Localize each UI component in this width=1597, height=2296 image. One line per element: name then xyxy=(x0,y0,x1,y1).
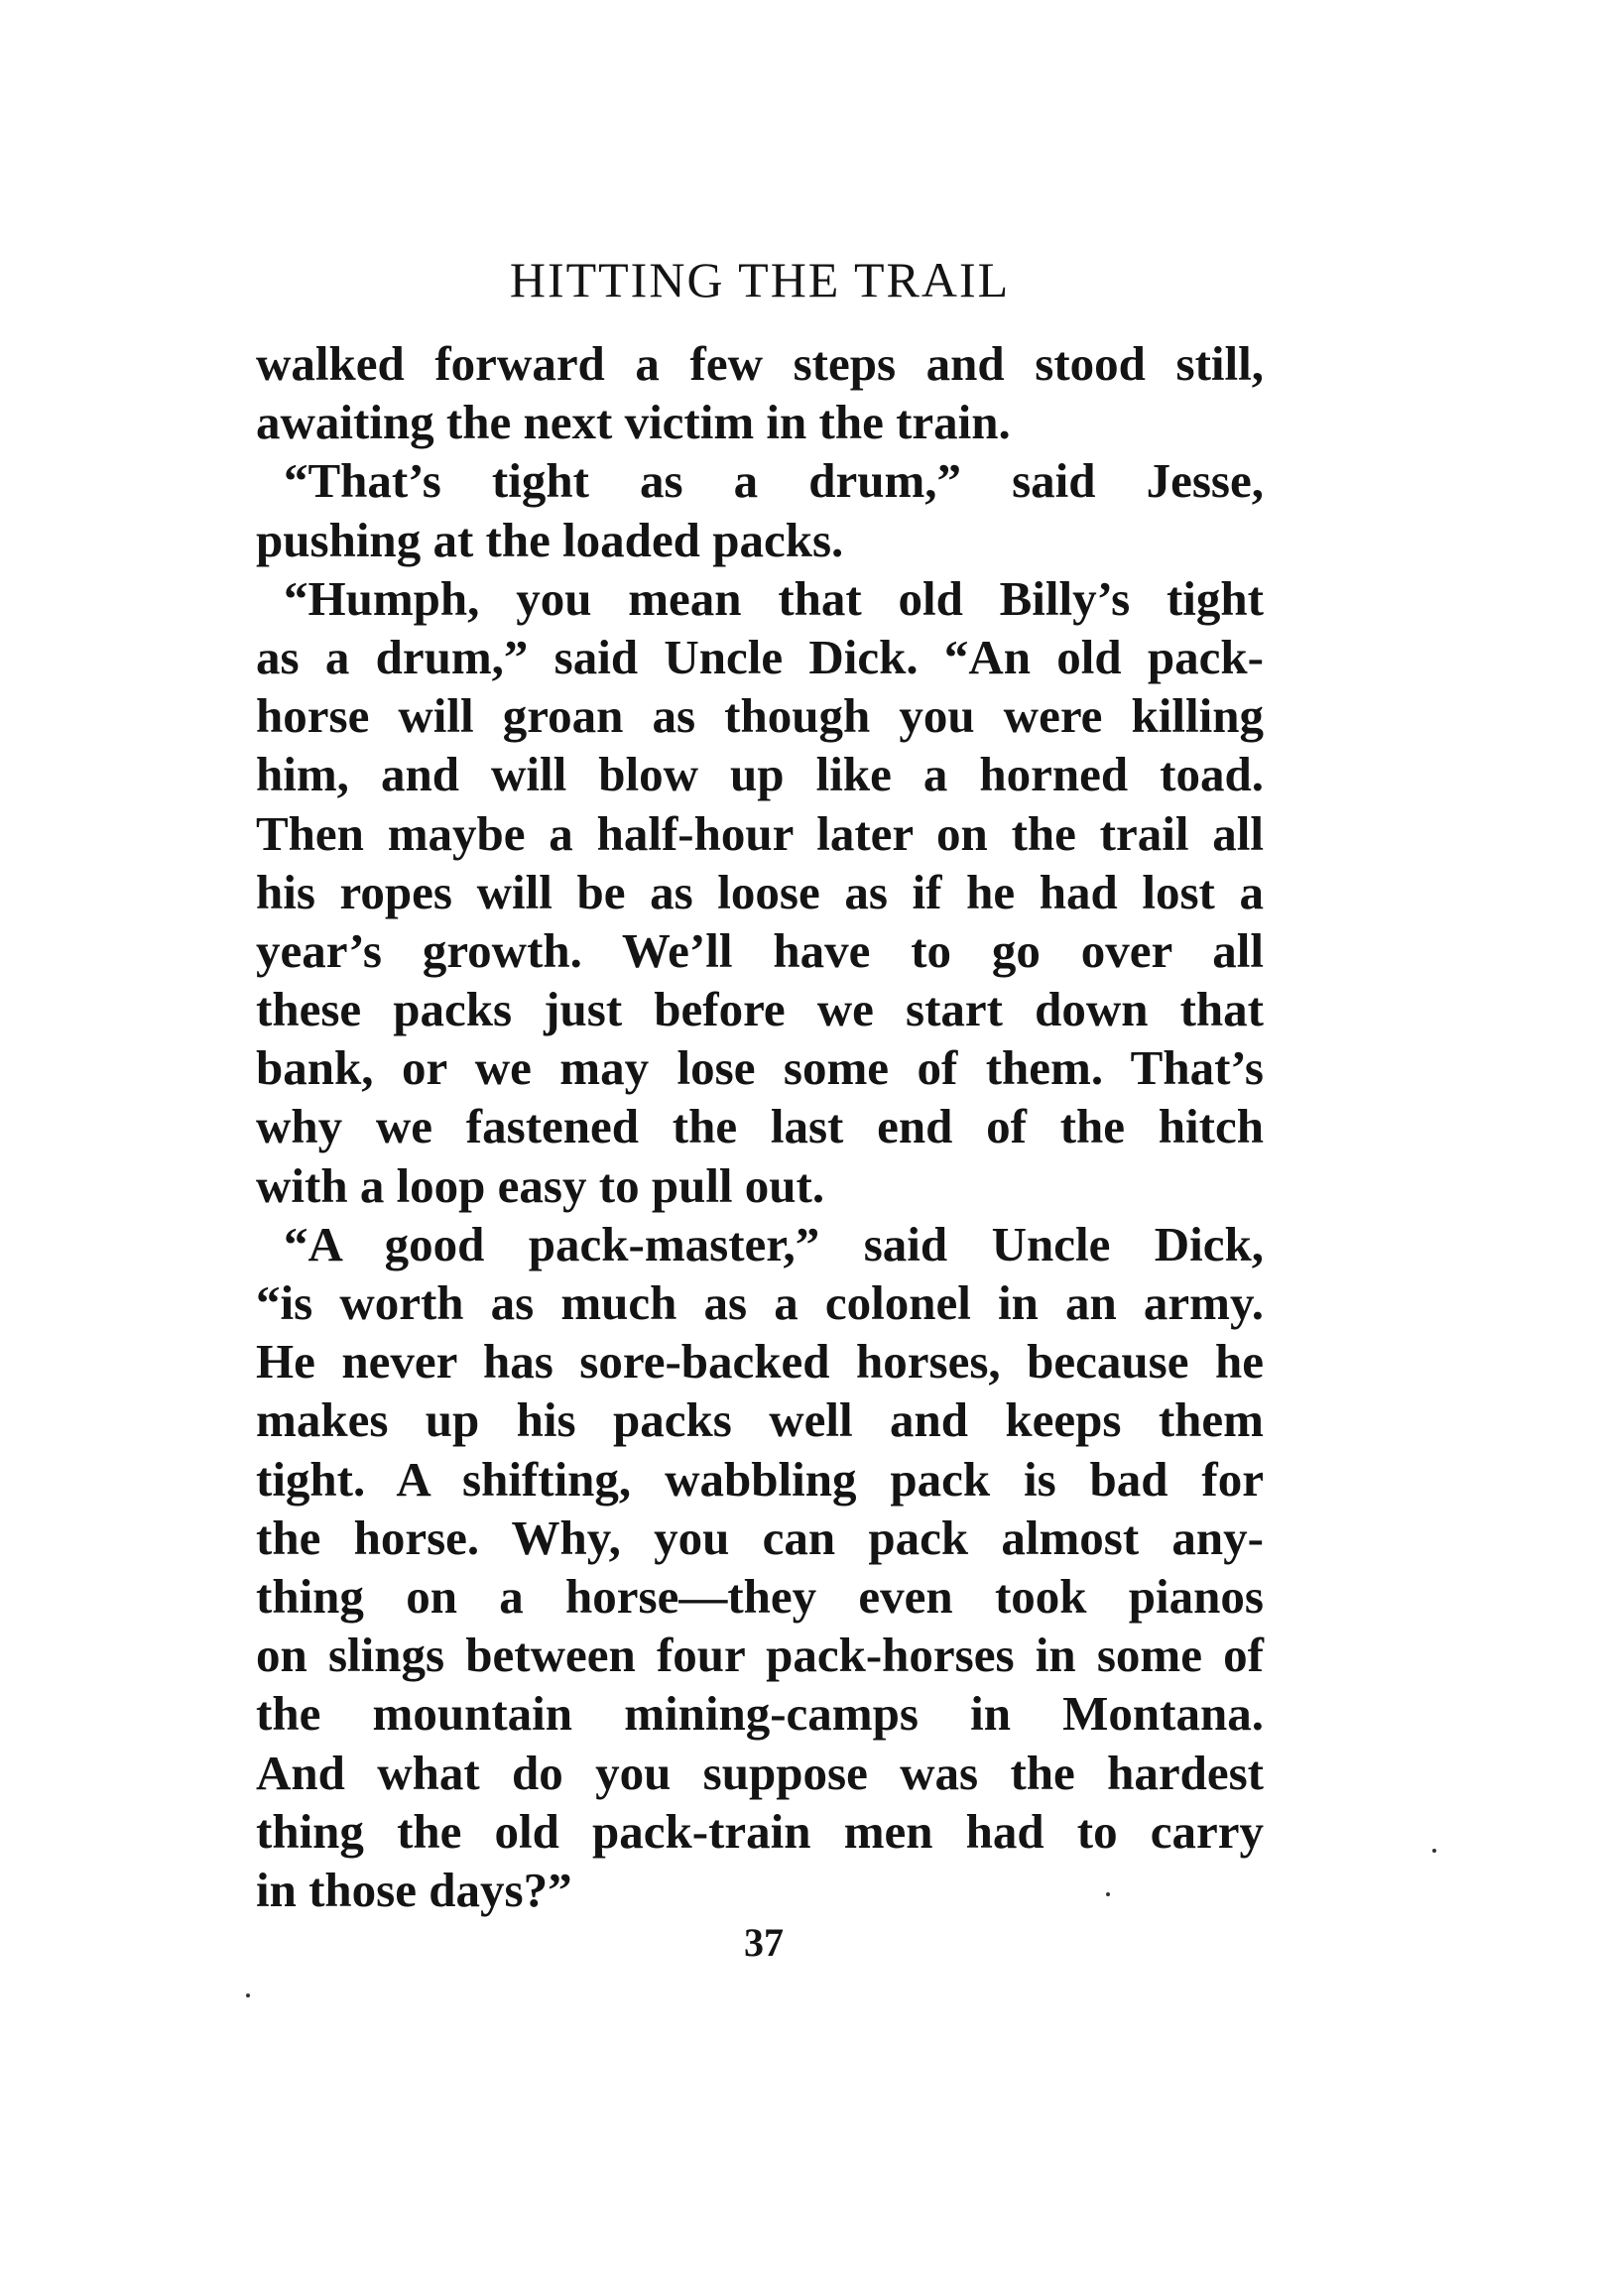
text-line: him, and will blow up like a horned toad. xyxy=(256,747,1264,802)
print-speck xyxy=(246,1994,250,1997)
text-line: as a drum,” said Uncle Dick. “An old pack- xyxy=(256,629,1264,684)
text-line: his ropes will be as loose as if he had lost a xyxy=(256,864,1264,919)
text-line: thing the old pack-train men had to carry xyxy=(256,1803,1264,1859)
text-line: why we fastened the last end of the hitch xyxy=(256,1099,1264,1154)
text-line: the horse. Why, you can pack almost any- xyxy=(256,1510,1264,1565)
text-line: pushing at the loaded packs. xyxy=(256,512,844,567)
text-line: thing on a horse—they even took pianos xyxy=(256,1568,1264,1624)
text-line: Then maybe a half-hour later on the trail all xyxy=(256,805,1264,861)
text-line: the mountain mining-camps in Montana. xyxy=(256,1686,1264,1742)
text-line: walked forward a few steps and stood still, xyxy=(256,336,1264,391)
text-line: And what do you suppose was the hardest xyxy=(256,1745,1264,1800)
text-line: in those days?” xyxy=(256,1862,572,1917)
print-speck xyxy=(1106,1892,1110,1896)
text-line: makes up his packs well and keeps them xyxy=(256,1392,1264,1448)
text-line: awaiting the next victim in the train. xyxy=(256,395,1011,450)
text-line: with a loop easy to pull out. xyxy=(256,1157,825,1213)
text-line: horse will groan as though you were killing xyxy=(256,688,1264,744)
text-line: “A good pack-master,” said Uncle Dick, xyxy=(284,1216,1264,1271)
print-speck xyxy=(1432,1849,1436,1853)
text-line: He never has sore-backed horses, because he xyxy=(256,1334,1264,1390)
text-line: “That’s tight as a drum,” said Jesse, xyxy=(284,453,1264,509)
text-line: “is worth as much as a colonel in an army. xyxy=(256,1275,1264,1330)
text-line: on slings between four pack-horses in some of xyxy=(256,1628,1264,1683)
text-line: “Humph, you mean that old Billy’s tight xyxy=(284,570,1264,626)
running-head: HITTING THE TRAIL xyxy=(509,252,1011,307)
text-line: these packs just before we start down that xyxy=(256,982,1264,1037)
body-text xyxy=(256,334,1264,1919)
text-line: bank, or we may lose some of them. That’s xyxy=(256,1040,1264,1096)
page-number: 37 xyxy=(744,1920,784,1965)
text-line: year’s growth. We’ll have to go over all xyxy=(256,922,1264,978)
text-line: tight. A shifting, wabbling pack is bad for xyxy=(256,1451,1264,1507)
